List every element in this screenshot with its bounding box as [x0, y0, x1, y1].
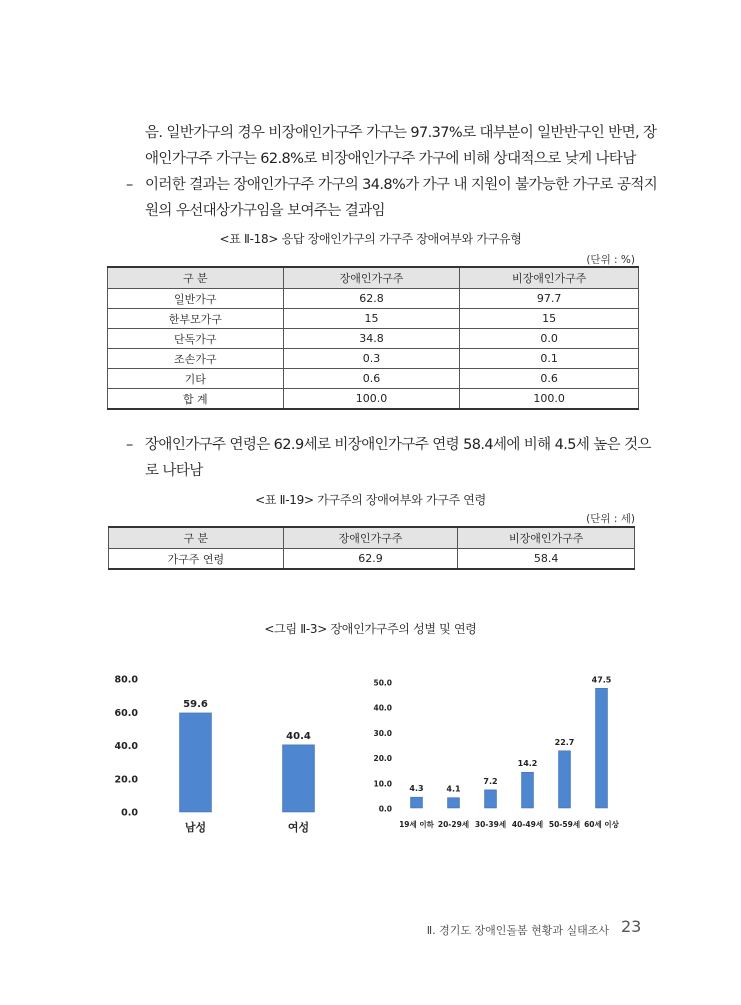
y-tick-label: 60.0: [114, 707, 138, 719]
table-row: [108, 329, 639, 349]
x-tick-label: 30-39세: [474, 820, 507, 829]
table-row: [108, 369, 639, 389]
bar: [283, 745, 315, 812]
age-bar-chart: [370, 665, 630, 845]
bar: [448, 798, 460, 808]
row-label: 조손가구: [108, 349, 284, 369]
bullet-1-text: 이러한 결과는 장애인가구주 가구의 34.8%가 가구 내 지원이 불가능한 가구로 공적지: [145, 177, 658, 193]
figure-caption: <그림 Ⅱ-3> 장애인가구주의 성별 및 연령: [264, 622, 477, 636]
cell-value: 58.4: [458, 549, 635, 570]
data-label: 4.3: [409, 784, 424, 794]
y-tick-label: 80.0: [114, 674, 138, 686]
table-row: [108, 289, 639, 309]
x-tick-label: 40-49세: [511, 820, 544, 829]
table-header-row: [109, 527, 635, 549]
x-tick-label: 19세 이하: [399, 820, 434, 829]
cell-value: 62.9: [283, 549, 458, 570]
header-category: 구 분: [108, 267, 284, 289]
x-tick-label: 60세 이상: [584, 820, 619, 829]
cell-value: 34.8: [283, 329, 460, 349]
table-1-caption: <표 Ⅱ-18> 응답 장애인가구의 가구주 장애여부와 가구유형: [219, 232, 522, 246]
cell-value: 15: [283, 309, 460, 329]
data-label: 40.4: [286, 730, 311, 742]
table-2-caption: <표 Ⅱ-19> 가구주의 장애여부와 가구주 연령: [255, 493, 486, 507]
x-tick-label: 여성: [287, 821, 310, 834]
x-tick-label: 20-29세: [437, 820, 470, 829]
y-tick-label: 0.0: [378, 804, 392, 814]
x-tick-label: 남성: [184, 821, 207, 834]
bullet-2-line-1: [126, 432, 651, 458]
intro-line-2: 애인가구주 가구는 62.8%로 비장애인가구주 가구에 비해 상대적으로 낮게 나타남: [145, 151, 636, 167]
row-label: 일반가구: [108, 289, 284, 309]
cell-value: 100.0: [283, 389, 460, 410]
table-row: [108, 349, 639, 369]
table-2: [108, 526, 635, 570]
data-label: 7.2: [483, 776, 498, 786]
cell-value: 100.0: [460, 389, 639, 410]
footer-section-title: Ⅱ. 경기도 장애인돌봄 현황과 실태조사: [426, 924, 609, 937]
page-number: 23: [621, 917, 642, 936]
bullet-1-line-1: [126, 172, 658, 198]
y-tick-label: 10.0: [373, 779, 392, 789]
header-disabled-householder: 장애인가구주: [283, 527, 458, 549]
bullet-1-line-2: 원의 우선대상가구임을 보여주는 결과임: [145, 203, 385, 219]
y-tick-label: 40.0: [373, 703, 392, 713]
row-label: 합 계: [108, 389, 284, 410]
header-category: 구 분: [109, 527, 284, 549]
bar: [522, 772, 534, 808]
bar: [485, 790, 497, 808]
table-header-row: [108, 267, 639, 289]
cell-value: 0.0: [460, 329, 639, 349]
cell-value: 97.7: [460, 289, 639, 309]
table-row: [108, 389, 639, 410]
cell-value: 0.6: [283, 369, 460, 389]
cell-value: 0.1: [460, 349, 639, 369]
row-label: 가구주 연령: [109, 549, 284, 570]
y-tick-label: 20.0: [373, 754, 392, 764]
bar: [559, 751, 571, 808]
data-label: 4.1: [446, 784, 461, 794]
bar: [596, 688, 608, 808]
bullet-dash: –: [126, 437, 133, 453]
cell-value: 62.8: [283, 289, 460, 309]
data-label: 22.7: [554, 737, 575, 747]
intro-paragraph: [126, 120, 658, 224]
data-label: 47.5: [591, 675, 612, 685]
bullet-2-line-2: 로 나타남: [145, 463, 203, 479]
cell-value: 0.6: [460, 369, 639, 389]
y-tick-label: 20.0: [114, 774, 138, 786]
header-non-disabled-householder: 비장애인가구주: [458, 527, 635, 549]
table-2-unit: (단위 : 세): [586, 513, 635, 525]
bullet-2-paragraph: [126, 432, 651, 484]
header-non-disabled-householder: 비장애인가구주: [460, 267, 639, 289]
bullet-2-text: 장애인가구주 연령은 62.9세로 비장애인가구주 연령 58.4세에 비해 4.5세 높은 것으: [145, 437, 651, 453]
cell-value: 15: [460, 309, 639, 329]
row-label: 기타: [108, 369, 284, 389]
y-tick-label: 0.0: [121, 807, 138, 819]
gender-bar-chart: [110, 665, 350, 845]
y-tick-label: 50.0: [373, 678, 392, 688]
header-disabled-householder: 장애인가구주: [283, 267, 460, 289]
y-tick-label: 40.0: [114, 741, 138, 752]
bar: [411, 797, 423, 808]
cell-value: 0.3: [283, 349, 460, 369]
table-row: [108, 309, 639, 329]
x-tick-label: 50-59세: [548, 820, 581, 829]
row-label: 단독가구: [108, 329, 284, 349]
bar: [180, 713, 212, 812]
bullet-dash: –: [126, 177, 133, 193]
table-1-unit: (단위 : %): [586, 254, 635, 266]
y-tick-label: 30.0: [373, 728, 392, 738]
data-label: 14.2: [517, 759, 538, 769]
data-label: 59.6: [183, 698, 208, 710]
intro-line-1: 음. 일반가구의 경우 비장애인가구주 가구는 97.37%로 대부분이 일반반구인 반면, 장: [145, 125, 657, 141]
table-row: [109, 549, 635, 570]
row-label: 한부모가구: [108, 309, 284, 329]
table-1: [107, 266, 639, 410]
